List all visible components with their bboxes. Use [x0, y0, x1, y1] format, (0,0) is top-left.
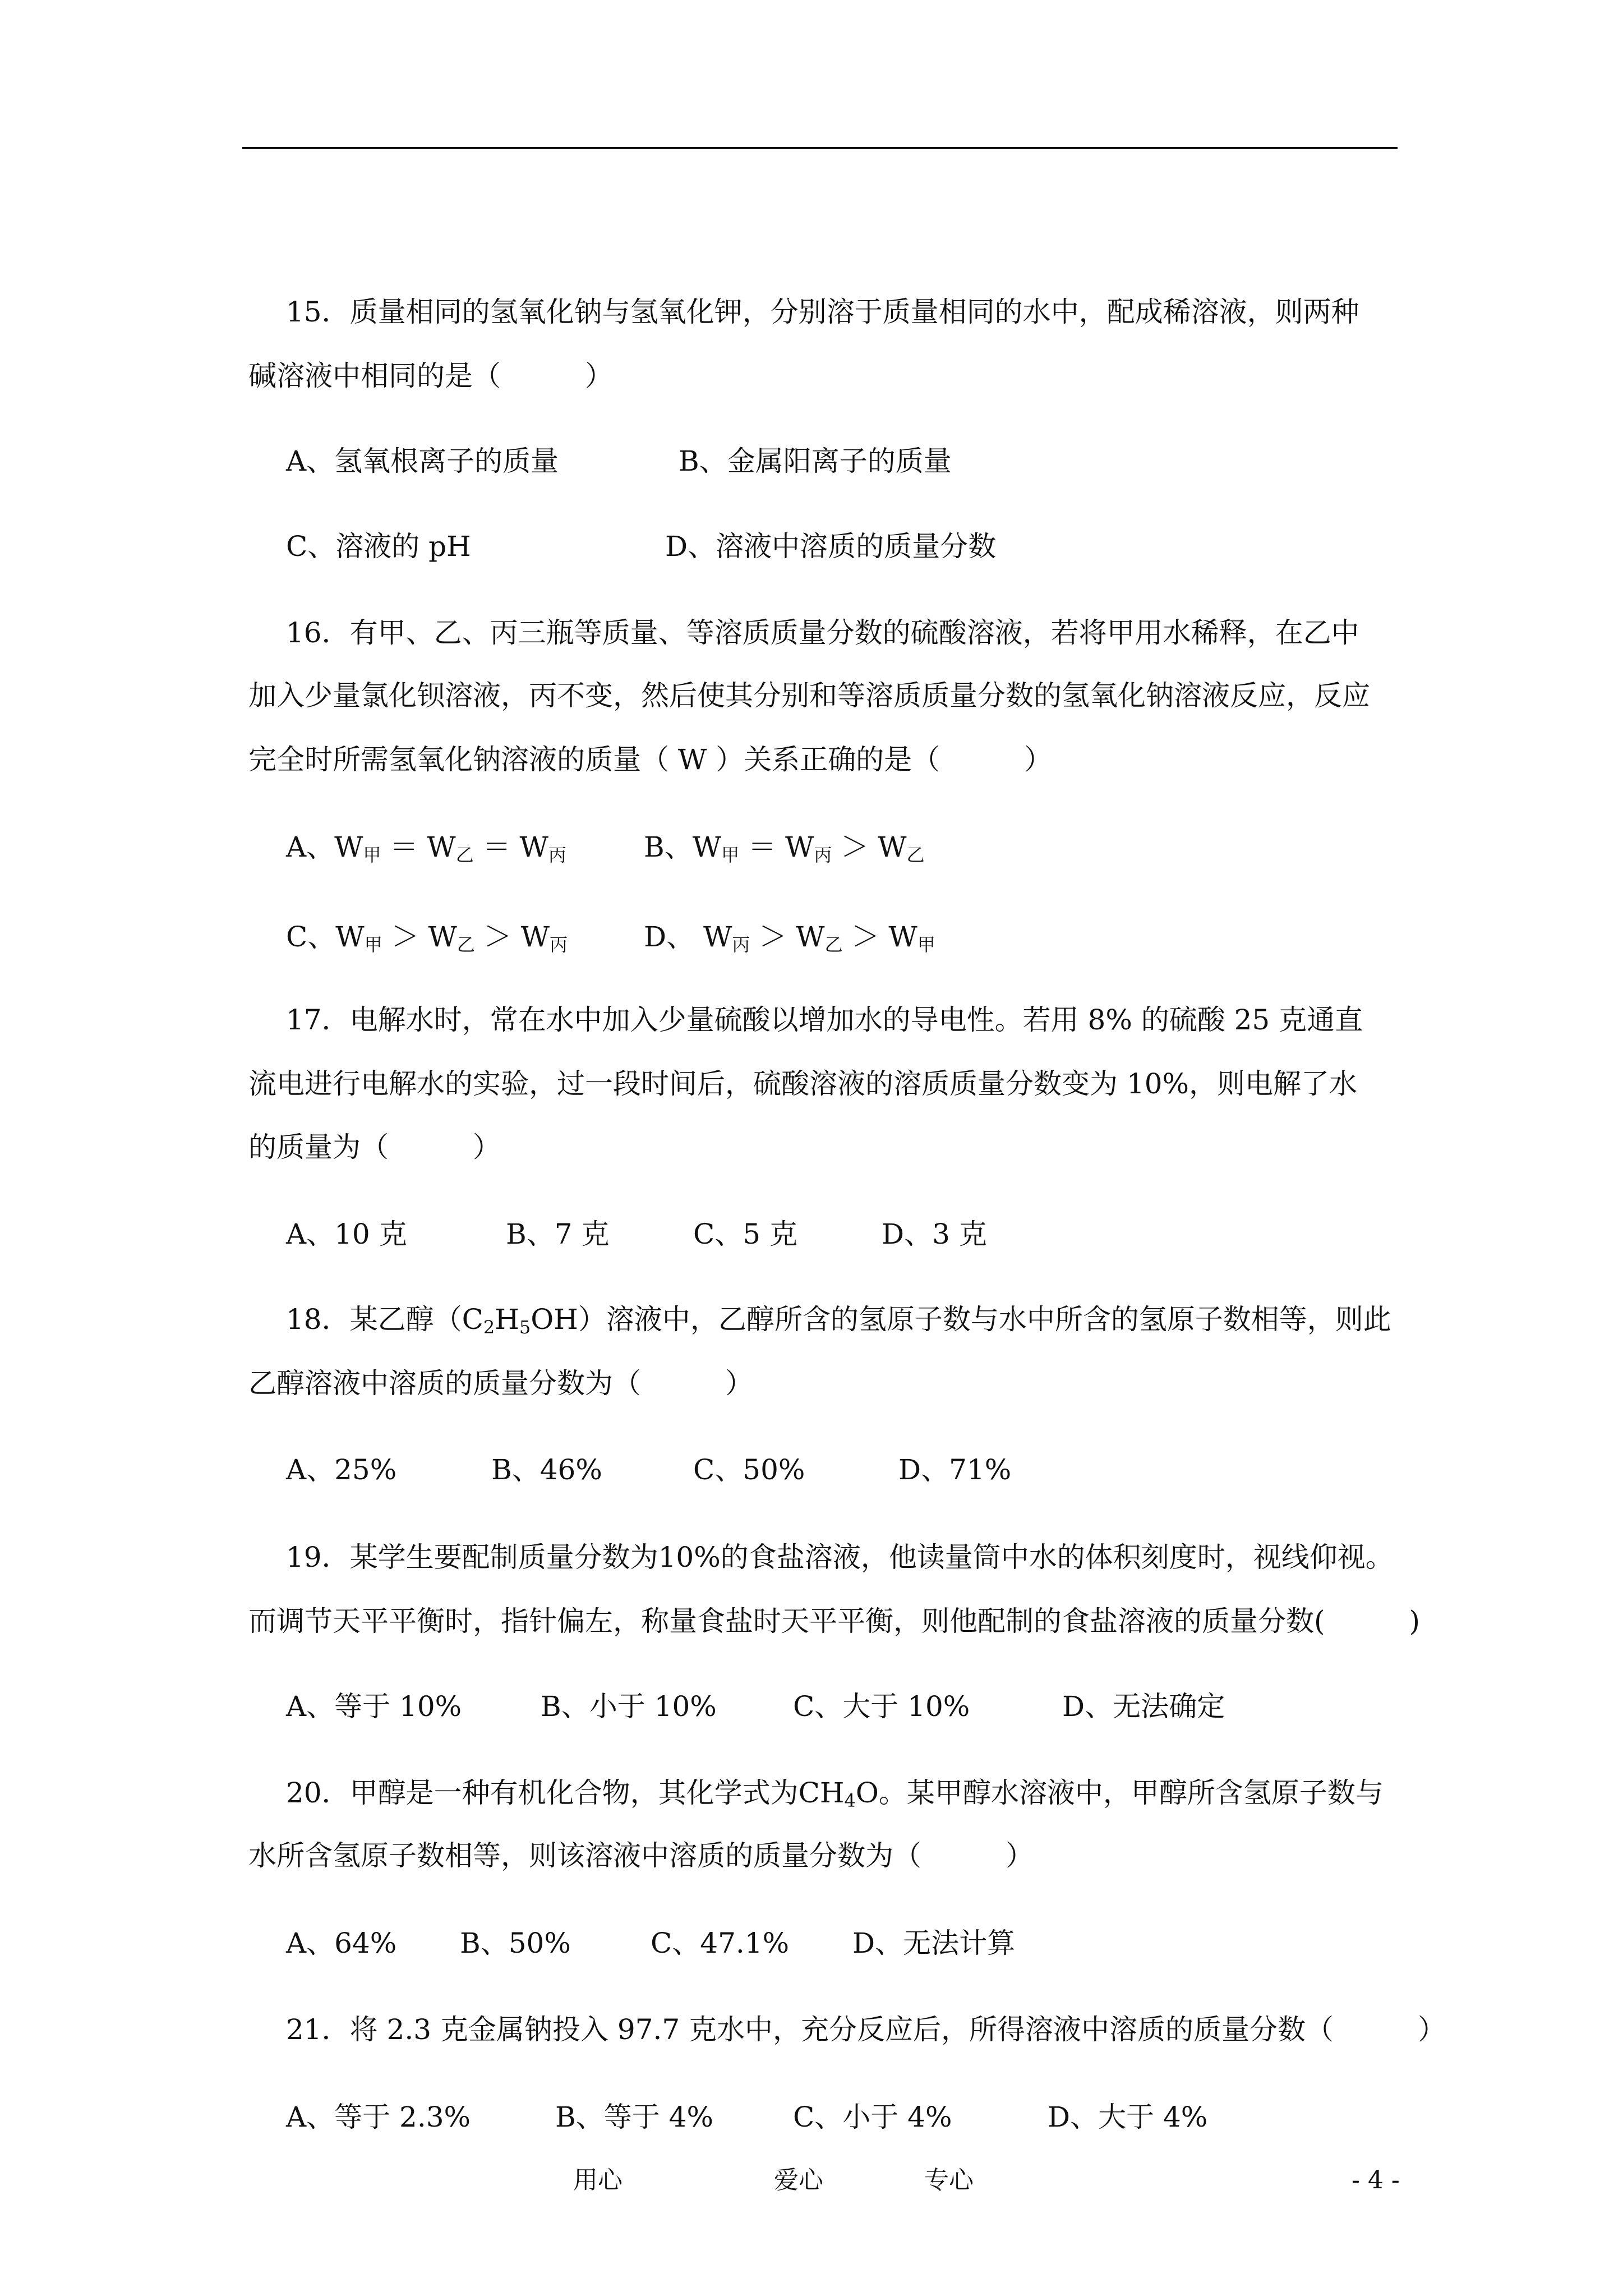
q16-line2: 加入少量氯化钡溶液，丙不变，然后使其分别和等溶质质量分数的氢氧化钠溶液反应，反应: [248, 679, 1370, 712]
q20-option-d: D、无法计算: [852, 1927, 1016, 1959]
q21-line1: 21．将 2.3 克金属钠投入 97.7 克水中，充分反应后，所得溶液中溶质的质量分数（ ）: [286, 2013, 1446, 2046]
q17-line2: 流电进行电解水的实验，过一段时间后，硫酸溶液的溶质质量分数变为 10%，则电解了水: [248, 1068, 1358, 1100]
header-rule: [242, 147, 1398, 149]
q16-option-d: D、 $W_丙 > W_乙 > W_甲$: [644, 921, 935, 955]
q17-option-a: A、10 克: [286, 1218, 407, 1250]
q15-option-b: B、金属阳离子的质量: [679, 445, 952, 477]
q19-option-d: D、无法确定: [1062, 1690, 1225, 1723]
q16-option-c: C、$W_甲 > W_乙 > W_丙$: [286, 921, 568, 955]
q21-option-c: C、小于 4%: [793, 2101, 952, 2133]
q16-line1: 16．有甲、乙、丙三瓶等质量、等溶质质量分数的硫酸溶液，若将甲用水稀释，在乙中: [286, 616, 1359, 649]
footer-word-3: 专心: [924, 2166, 974, 2194]
q20-option-b: B、50%: [460, 1927, 571, 1959]
q20-option-a: A、64%: [286, 1927, 397, 1959]
q19-option-b: B、小于 10%: [541, 1690, 717, 1723]
q17-option-b: B、7 克: [506, 1218, 610, 1250]
q21-option-a: A、等于 2.3%: [286, 2101, 471, 2133]
page-number: - 4 -: [1352, 2166, 1400, 2194]
footer-word-1: 用心: [573, 2166, 623, 2194]
q16-option-b: B、$W_甲 = W_丙 > W_乙$: [644, 831, 925, 866]
footer-word-2: 爱心: [774, 2166, 823, 2194]
q17-line1: 17．电解水时，常在水中加入少量硫酸以增加水的导电性。若用 8% 的硫酸 25 克通直: [286, 1004, 1363, 1036]
q20-line1: 20．甲醇是一种有机化合物，其化学式为$CH_4O$。某甲醇水溶液中，甲醇所含氢原子数与: [286, 1777, 1384, 1811]
q15-option-d: D、溶液中溶质的质量分数: [665, 530, 997, 563]
q15-line1: 15．质量相同的氢氧化钠与氢氧化钾，分别溶于质量相同的水中，配成稀溶液，则两种: [286, 296, 1359, 328]
q20-option-c: C、47.1%: [651, 1927, 790, 1959]
q17-line3: 的质量为（ ）: [248, 1131, 501, 1163]
q21-option-b: B、等于 4%: [555, 2101, 713, 2133]
q18-option-d: D、71%: [898, 1453, 1012, 1486]
q16-line3: 完全时所需氢氧化钠溶液的质量（ W ）关系正确的是（ ）: [248, 743, 1053, 776]
q18-option-b: B、46%: [491, 1453, 602, 1486]
q16-option-a: A、$W_甲 = W_乙 = W_丙$: [286, 831, 566, 866]
q18-line1: 18．某乙醇$(C_2H_5OH)$溶液中，乙醇所含的氢原子数与水中所含的氢原子数相等，则此: [286, 1303, 1391, 1338]
q15-line2: 碱溶液中相同的是（ ）: [248, 360, 613, 392]
q18-option-a: A、25%: [286, 1453, 397, 1486]
q18-line2: 乙醇溶液中溶质的质量分数为（ ）: [248, 1367, 753, 1400]
q15-option-c: C、溶液的 pH: [286, 530, 471, 563]
q19-line1: 19．某学生要配制质量分数为10%的食盐溶液，他读量筒中水的体积刻度时，视线仰视。: [286, 1541, 1394, 1573]
q19-option-c: C、大于 10%: [793, 1690, 970, 1723]
q19-line2: 而调节天平平衡时，指针偏左，称量食盐时天平平衡，则他配制的食盐溶液的质量分数( ): [248, 1605, 1421, 1637]
q21-option-d: D、大于 4%: [1048, 2101, 1208, 2133]
q20-line2: 水所含氢原子数相等，则该溶液中溶质的质量分数为（ ）: [248, 1839, 1034, 1872]
q15-option-a: A、氢氧根离子的质量: [286, 445, 559, 477]
q18-option-c: C、50%: [693, 1453, 805, 1486]
q17-option-c: C、5 克: [693, 1218, 797, 1250]
q19-option-a: A、等于 10%: [286, 1690, 462, 1723]
q17-option-d: D、3 克: [882, 1218, 987, 1250]
